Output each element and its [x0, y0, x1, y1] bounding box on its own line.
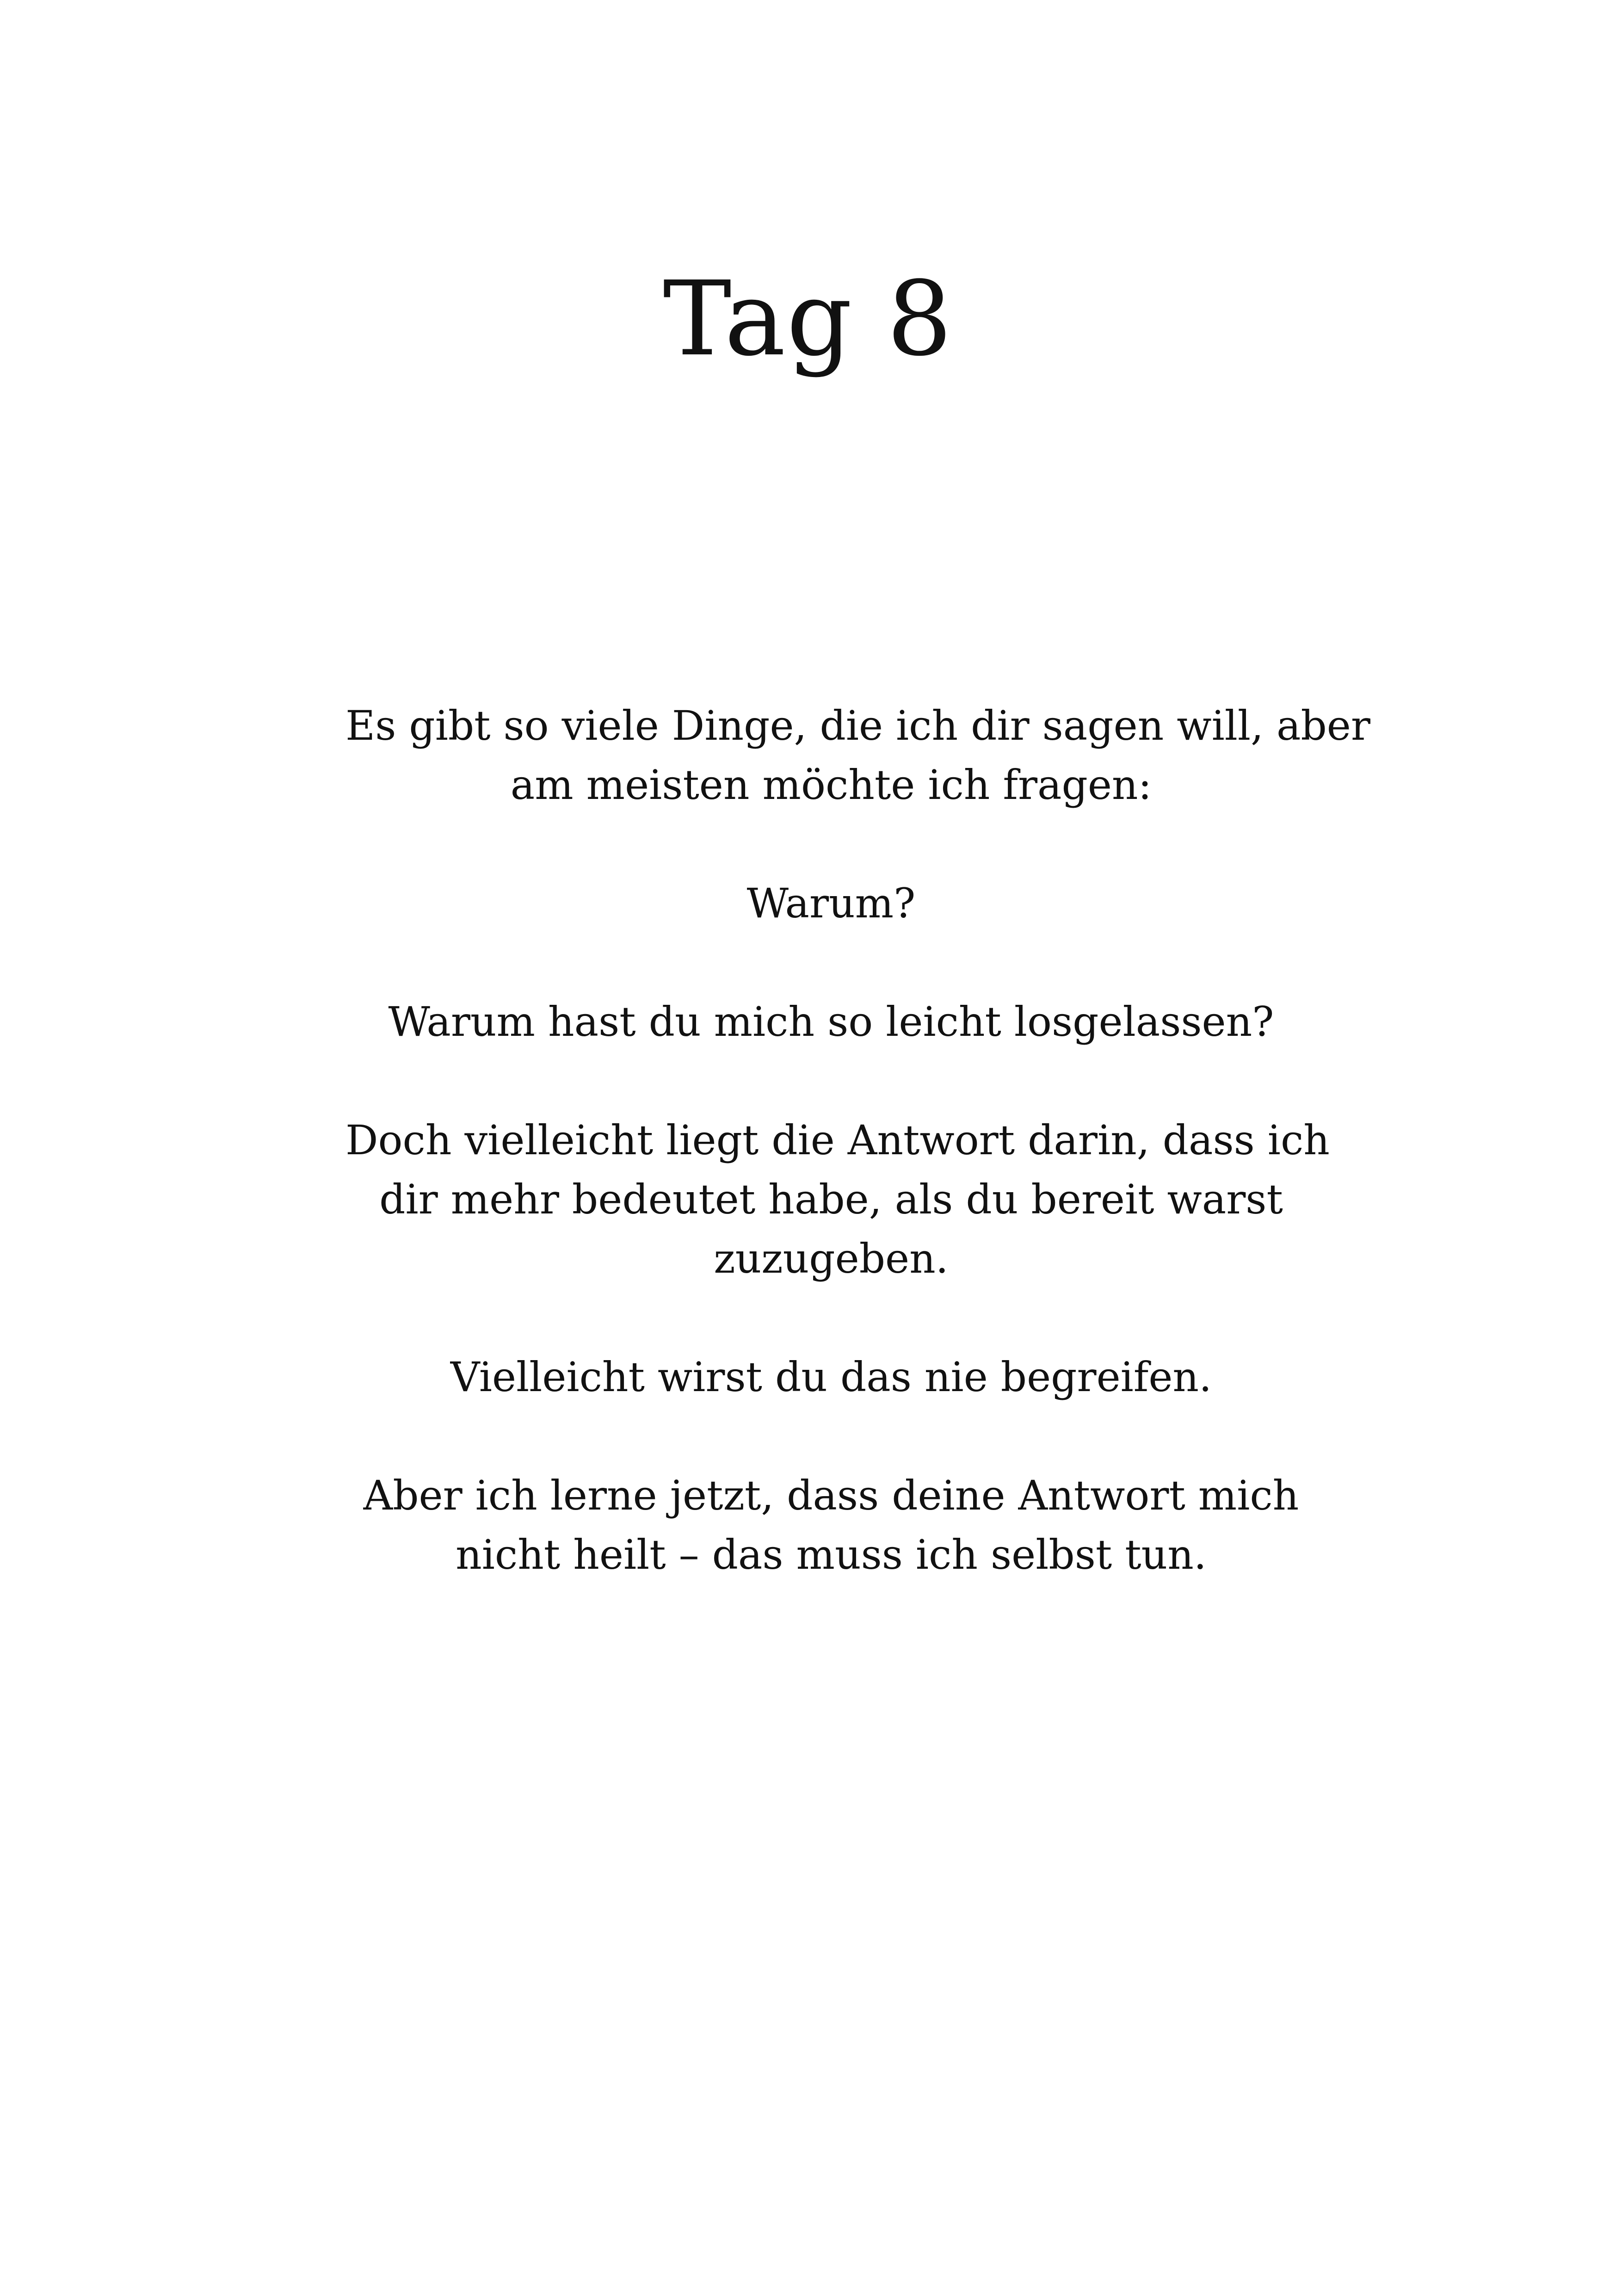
paragraph-5	[345, 1348, 1317, 1407]
body-text	[345, 696, 1370, 1644]
text-line: Warum hast du mich so leicht losgelassen?	[388, 998, 1274, 1046]
text-line: zuzugeben.	[714, 1235, 949, 1282]
text-line: dir mehr bedeutet habe, als du bereit warst	[379, 1176, 1283, 1223]
paragraph-2	[345, 874, 1317, 933]
text-line: nicht heilt – das muss ich selbst tun.	[456, 1531, 1207, 1578]
text-line: Warum?	[746, 879, 916, 927]
page-title: Tag 8	[663, 260, 953, 379]
text-line: Aber ich lerne jetzt, dass deine Antwort mich	[363, 1472, 1299, 1519]
paragraph-3	[345, 992, 1317, 1052]
text-line: Es gibt so viele Dinge, die ich dir sagen will, aber	[345, 702, 1370, 749]
paragraph-4	[345, 1111, 1330, 1288]
text-line: Doch vielleicht liegt die Antwort darin, dass ich	[345, 1116, 1330, 1164]
text-line: am meisten möchte ich fragen:	[510, 761, 1152, 809]
paragraph-1	[345, 696, 1370, 815]
text-line: Vielleicht wirst du das nie begreifen.	[450, 1353, 1212, 1401]
paragraph-6	[345, 1466, 1317, 1584]
